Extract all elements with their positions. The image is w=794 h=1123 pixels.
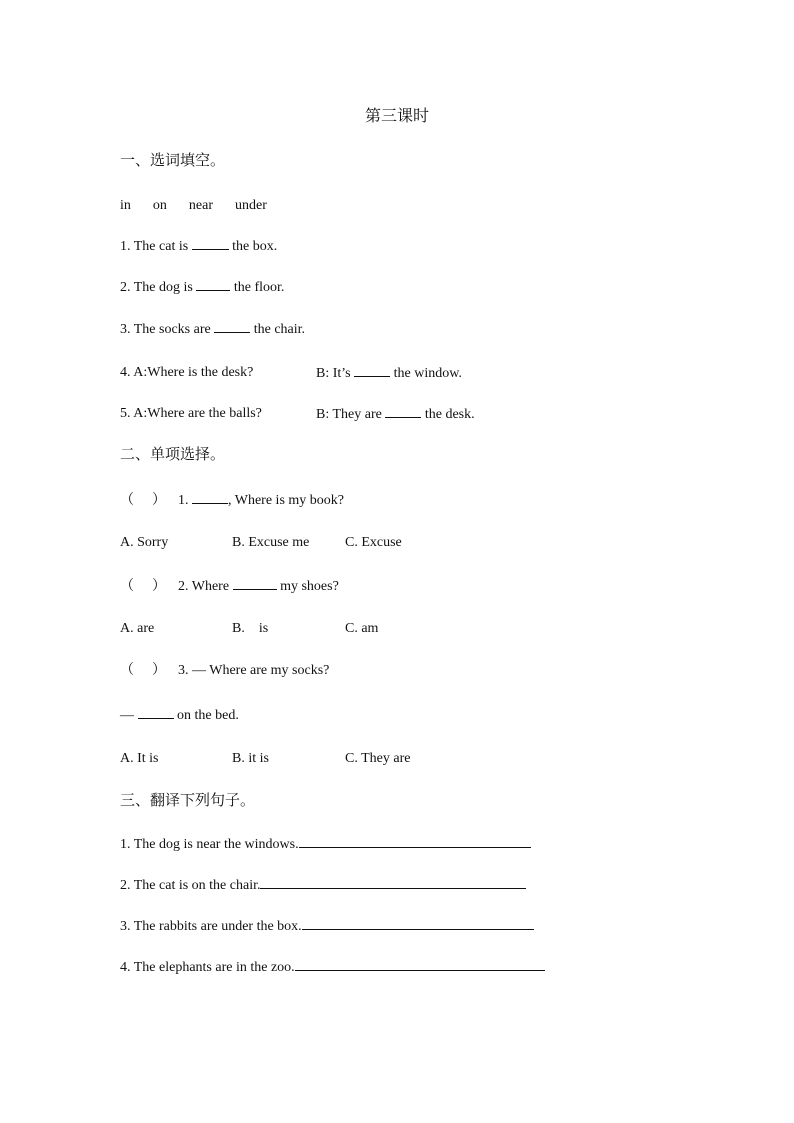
answer-blank[interactable]	[214, 320, 250, 333]
choice-question-3: （ ） 3. — Where are my socks?	[120, 663, 330, 678]
fill-item-4-b: B: It’s the window.	[316, 366, 462, 381]
answer-blank[interactable]	[192, 237, 229, 250]
section-heading-3: 三、翻译下列句子。	[120, 793, 256, 809]
answer-blank[interactable]	[354, 364, 390, 377]
choice-options-3: A. It is B. it is C. They are	[120, 751, 411, 766]
fill-item-2: 2. The dog is the floor.	[120, 280, 285, 295]
translate-item-4: 4. The elephants are in the zoo.	[120, 958, 545, 977]
word-bank-item: near	[188, 198, 213, 213]
choice-options-2: A. are B. is C. am	[120, 621, 379, 636]
choice-question-2: （ ） 2. Where my shoes?	[120, 579, 339, 594]
fill-item-3: 3. The socks are the chair.	[120, 322, 306, 337]
answer-blank[interactable]	[385, 405, 421, 418]
answer-parentheses[interactable]: （ ）	[120, 493, 166, 508]
answer-parentheses[interactable]: （ ）	[120, 663, 166, 678]
answer-blank[interactable]	[192, 491, 228, 504]
word-bank-item: under	[234, 198, 267, 213]
answer-line[interactable]	[299, 835, 531, 848]
answer-parentheses[interactable]: （ ）	[120, 579, 166, 594]
choice-options-1: A. Sorry B. Excuse me C. Excuse	[120, 535, 402, 550]
choice-answer-3: — on the bed.	[120, 708, 239, 723]
answer-blank[interactable]	[138, 706, 174, 719]
translate-item-2: 2. The cat is on the chair.	[120, 876, 526, 895]
answer-line[interactable]	[302, 917, 534, 930]
section-heading-2: 二、单项选择。	[120, 447, 226, 463]
translate-item-3: 3. The rabbits are under the box.	[120, 917, 534, 936]
word-bank-item: in	[120, 198, 131, 213]
word-bank-item: on	[152, 198, 167, 213]
word-bank	[120, 197, 267, 215]
fill-item-5: 5. A:Where are the balls?	[120, 406, 262, 421]
fill-item-1: 1. The cat is the box.	[120, 239, 278, 254]
answer-line[interactable]	[295, 958, 545, 971]
answer-blank[interactable]	[196, 278, 230, 291]
answer-line[interactable]	[260, 876, 526, 889]
answer-blank[interactable]	[233, 577, 277, 590]
page-title: 第三课时	[364, 108, 429, 125]
fill-item-4: 4. A:Where is the desk?	[120, 365, 254, 380]
section-heading-1: 一、选词填空。	[120, 153, 226, 169]
translate-item-1: 1. The dog is near the windows.	[120, 835, 531, 854]
choice-question-1: （ ） 1. , Where is my book?	[120, 493, 344, 508]
fill-item-5-b: B: They are the desk.	[316, 407, 475, 422]
